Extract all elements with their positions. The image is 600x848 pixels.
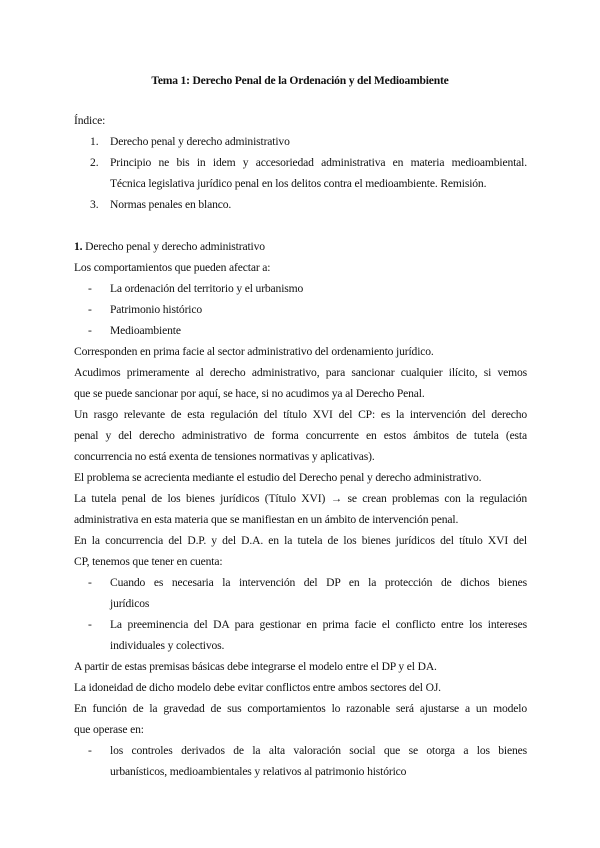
- paragraph-7: A partir de estas premisas básicas debe integrarse el modelo entre el DP y el DA.: [74, 660, 437, 673]
- bullet-dash: -: [88, 744, 92, 757]
- bullet-dash: -: [88, 576, 92, 589]
- paragraph-6-line2: CP, tenemos que tener en cuenta:: [74, 555, 223, 568]
- bullet-dash: -: [88, 324, 92, 337]
- bullet-dash: -: [88, 282, 92, 295]
- paragraph-6-line1: En la concurrencia del D.P. y del D.A. en la tutela de los bienes jurídicos del título XVI del: [74, 534, 527, 547]
- paragraph-2-line1: Acudimos primeramente al derecho administrativo, para sancionar cualquier ilícito, si vemos: [74, 366, 527, 379]
- index-item-2-line2: Técnica legislativa jurídico penal en los delitos contra el medioambiente. Remisión.: [110, 177, 487, 190]
- section-intro: Los comportamientos que pueden afectar a:: [74, 261, 271, 274]
- document-title: Tema 1: Derecho Penal de la Ordenación y del Medioambiente: [151, 74, 449, 87]
- index-item-2-number: 2.: [90, 156, 99, 169]
- paragraph-5-line1: La tutela penal de los bienes jurídicos (Título XVI) → se crean problemas con la regulación: [74, 492, 527, 505]
- paragraph-1: Corresponden en prima facie al sector administrativo del ordenamiento jurídico.: [74, 345, 434, 358]
- index-item-1: Derecho penal y derecho administrativo: [110, 135, 290, 148]
- bullet-3-1-line1: los controles derivados de la alta valoración social que se otorga a los bienes: [110, 744, 527, 757]
- index-item-3-number: 3.: [90, 198, 99, 211]
- paragraph-9-line1: En función de la gravedad de sus comportamientos lo razonable será ajustarse a un modelo: [74, 702, 527, 715]
- index-item-2-line1: Principio ne bis in idem y accesoriedad administrativa en materia medioambiental.: [110, 156, 527, 169]
- bullet-3-1-line2: urbanísticos, medioambientales y relativos al patrimonio histórico: [110, 765, 407, 778]
- index-item-1-number: 1.: [90, 135, 99, 148]
- bullet-item: Medioambiente: [110, 324, 181, 337]
- bullet-item: La ordenación del territorio y el urbanismo: [110, 282, 304, 295]
- section-heading: [74, 240, 527, 254]
- bullet-dash: -: [88, 303, 92, 316]
- section-number: 1.: [74, 240, 83, 253]
- paragraph-4: El problema se acrecienta mediante el estudio del Derecho penal y derecho administrativo.: [74, 471, 482, 484]
- index-heading: Índice:: [74, 114, 106, 127]
- paragraph-3-line2: penal y del derecho administrativo de forma concurrente en estos ámbitos de tutela (esta: [74, 429, 527, 442]
- bullet-2-2-line2: individuales y colectivos.: [110, 639, 225, 652]
- bullet-2-2-line1: La preeminencia del DA para gestionar en prima facie el conflicto entre los intereses: [110, 618, 527, 631]
- section-title: Derecho penal y derecho administrativo: [85, 240, 265, 253]
- bullet-2-1-line1: Cuando es necesaria la intervención del DP en la protección de dichos bienes: [110, 576, 527, 589]
- bullet-dash: -: [88, 618, 92, 631]
- paragraph-5-line2: administrativa en esta materia que se manifiestan en un ámbito de intervención penal.: [74, 513, 459, 526]
- paragraph-8: La idoneidad de dicho modelo debe evitar conflictos entre ambos sectores del OJ.: [74, 681, 441, 694]
- index-item-3: Normas penales en blanco.: [110, 198, 232, 211]
- bullet-2-1-line2: jurídicos: [110, 597, 150, 610]
- paragraph-2-line2: que se puede sancionar por aquí, se hace, si no acudimos ya al Derecho Penal.: [74, 387, 425, 400]
- paragraph-9-line2: que operase en:: [74, 723, 144, 736]
- paragraph-3-line1: Un rasgo relevante de esta regulación del título XVI del CP: es la intervención del derecho: [74, 408, 527, 421]
- bullet-item: Patrimonio histórico: [110, 303, 202, 316]
- paragraph-3-line3: concurrencia no está exenta de tensiones normativas y aplicativas).: [74, 450, 375, 463]
